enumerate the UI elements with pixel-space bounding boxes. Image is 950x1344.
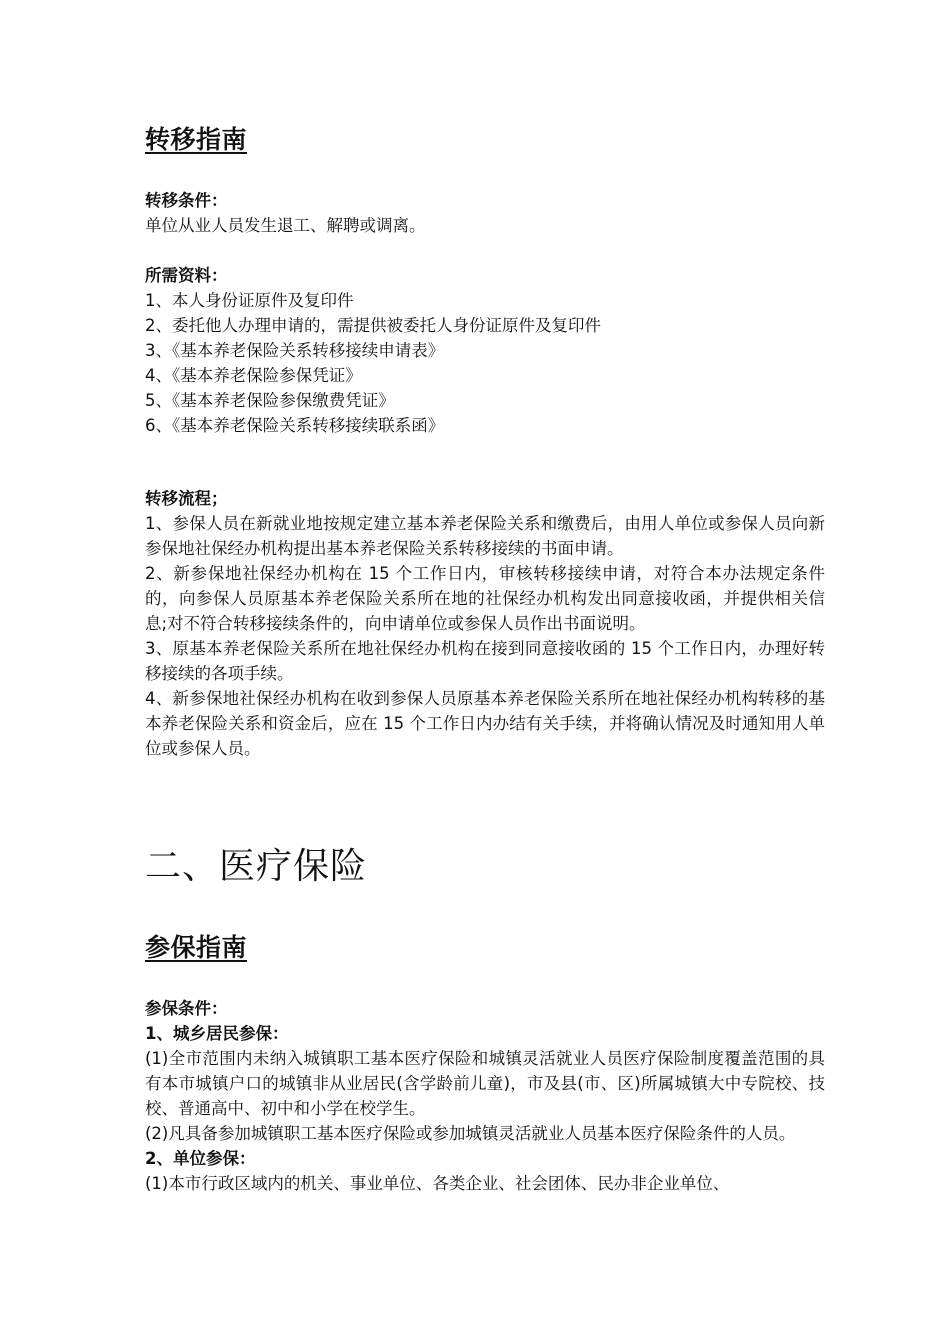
required-materials-section (145, 263, 825, 438)
enrollment-guide-heading: 参保指南 (145, 933, 248, 962)
transfer-process-label: 转移流程； (145, 489, 228, 508)
medical-insurance-title: 二、医疗保险 (145, 846, 368, 887)
transfer-conditions-section (145, 188, 825, 238)
enrollment-conditions-label: 参保条件： (145, 999, 228, 1018)
transfer-conditions-text: 单位从业人员发生退工、解聘或调离。 (145, 216, 426, 235)
enrollment-conditions-section (145, 996, 825, 1196)
material-item: 5、《基本养老保险参保缴费凭证》 (145, 391, 395, 410)
transfer-guide-heading: 转移指南 (145, 125, 248, 154)
resident-item: (1)全市范围内未纳入城镇职工基本医疗保险和城镇灵活就业人员医疗保险制度覆盖范围的具有本市城镇户口的城镇非从业居民(含学龄前儿童)，市及县(市、区)所属城镇大中专院校、技校、普通高中、初中和小学在校学生。 (145, 1049, 825, 1118)
employer-item: (1)本市行政区域内的机关、事业单位、各类企业、社会团体、民办非企业单位、 (145, 1174, 730, 1193)
transfer-process-section (145, 486, 825, 761)
process-step: 3、原基本养老保险关系所在地社保经办机构在接到同意接收函的 15 个工作日内，办理好转移接续的各项手续。 (145, 639, 825, 683)
transfer-conditions-label: 转移条件： (145, 191, 228, 210)
resident-enrollment-label: 1、城乡居民参保： (145, 1024, 289, 1043)
resident-item: (2)凡具备参加城镇职工基本医疗保险或参加城镇灵活就业人员基本医疗保险条件的人员。 (145, 1124, 796, 1143)
material-item: 1、本人身份证原件及复印件 (145, 291, 354, 310)
employer-enrollment-label: 2、单位参保： (145, 1149, 256, 1168)
material-item: 2、委托他人办理申请的，需提供被委托人身份证原件及复印件 (145, 316, 601, 335)
material-item: 4、《基本养老保险参保凭证》 (145, 366, 362, 385)
material-item: 3、《基本养老保险关系转移接续申请表》 (145, 341, 445, 360)
process-step: 1、参保人员在新就业地按规定建立基本养老保险关系和缴费后，由用人单位或参保人员向新参保地社保经办机构提出基本养老保险关系转移接续的书面申请。 (145, 514, 825, 558)
process-step: 2、新参保地社保经办机构在 15 个工作日内，审核转移接续申请，对符合本办法规定条件的，向参保人员原基本养老保险关系所在地的社保经办机构发出同意接收函，并提供相关信息;对不符合转移接续条件的，向申请单位或参保人员作出书面说明。 (145, 564, 825, 633)
process-step: 4、新参保地社保经办机构在收到参保人员原基本养老保险关系所在地社保经办机构转移的基本养老保险关系和资金后，应在 15 个工作日内办结有关手续，并将确认情况及时通知用人单位或参保人员。 (145, 689, 825, 758)
required-materials-label: 所需资料： (145, 266, 228, 285)
material-item: 6、《基本养老保险关系转移接续联系函》 (145, 416, 445, 435)
